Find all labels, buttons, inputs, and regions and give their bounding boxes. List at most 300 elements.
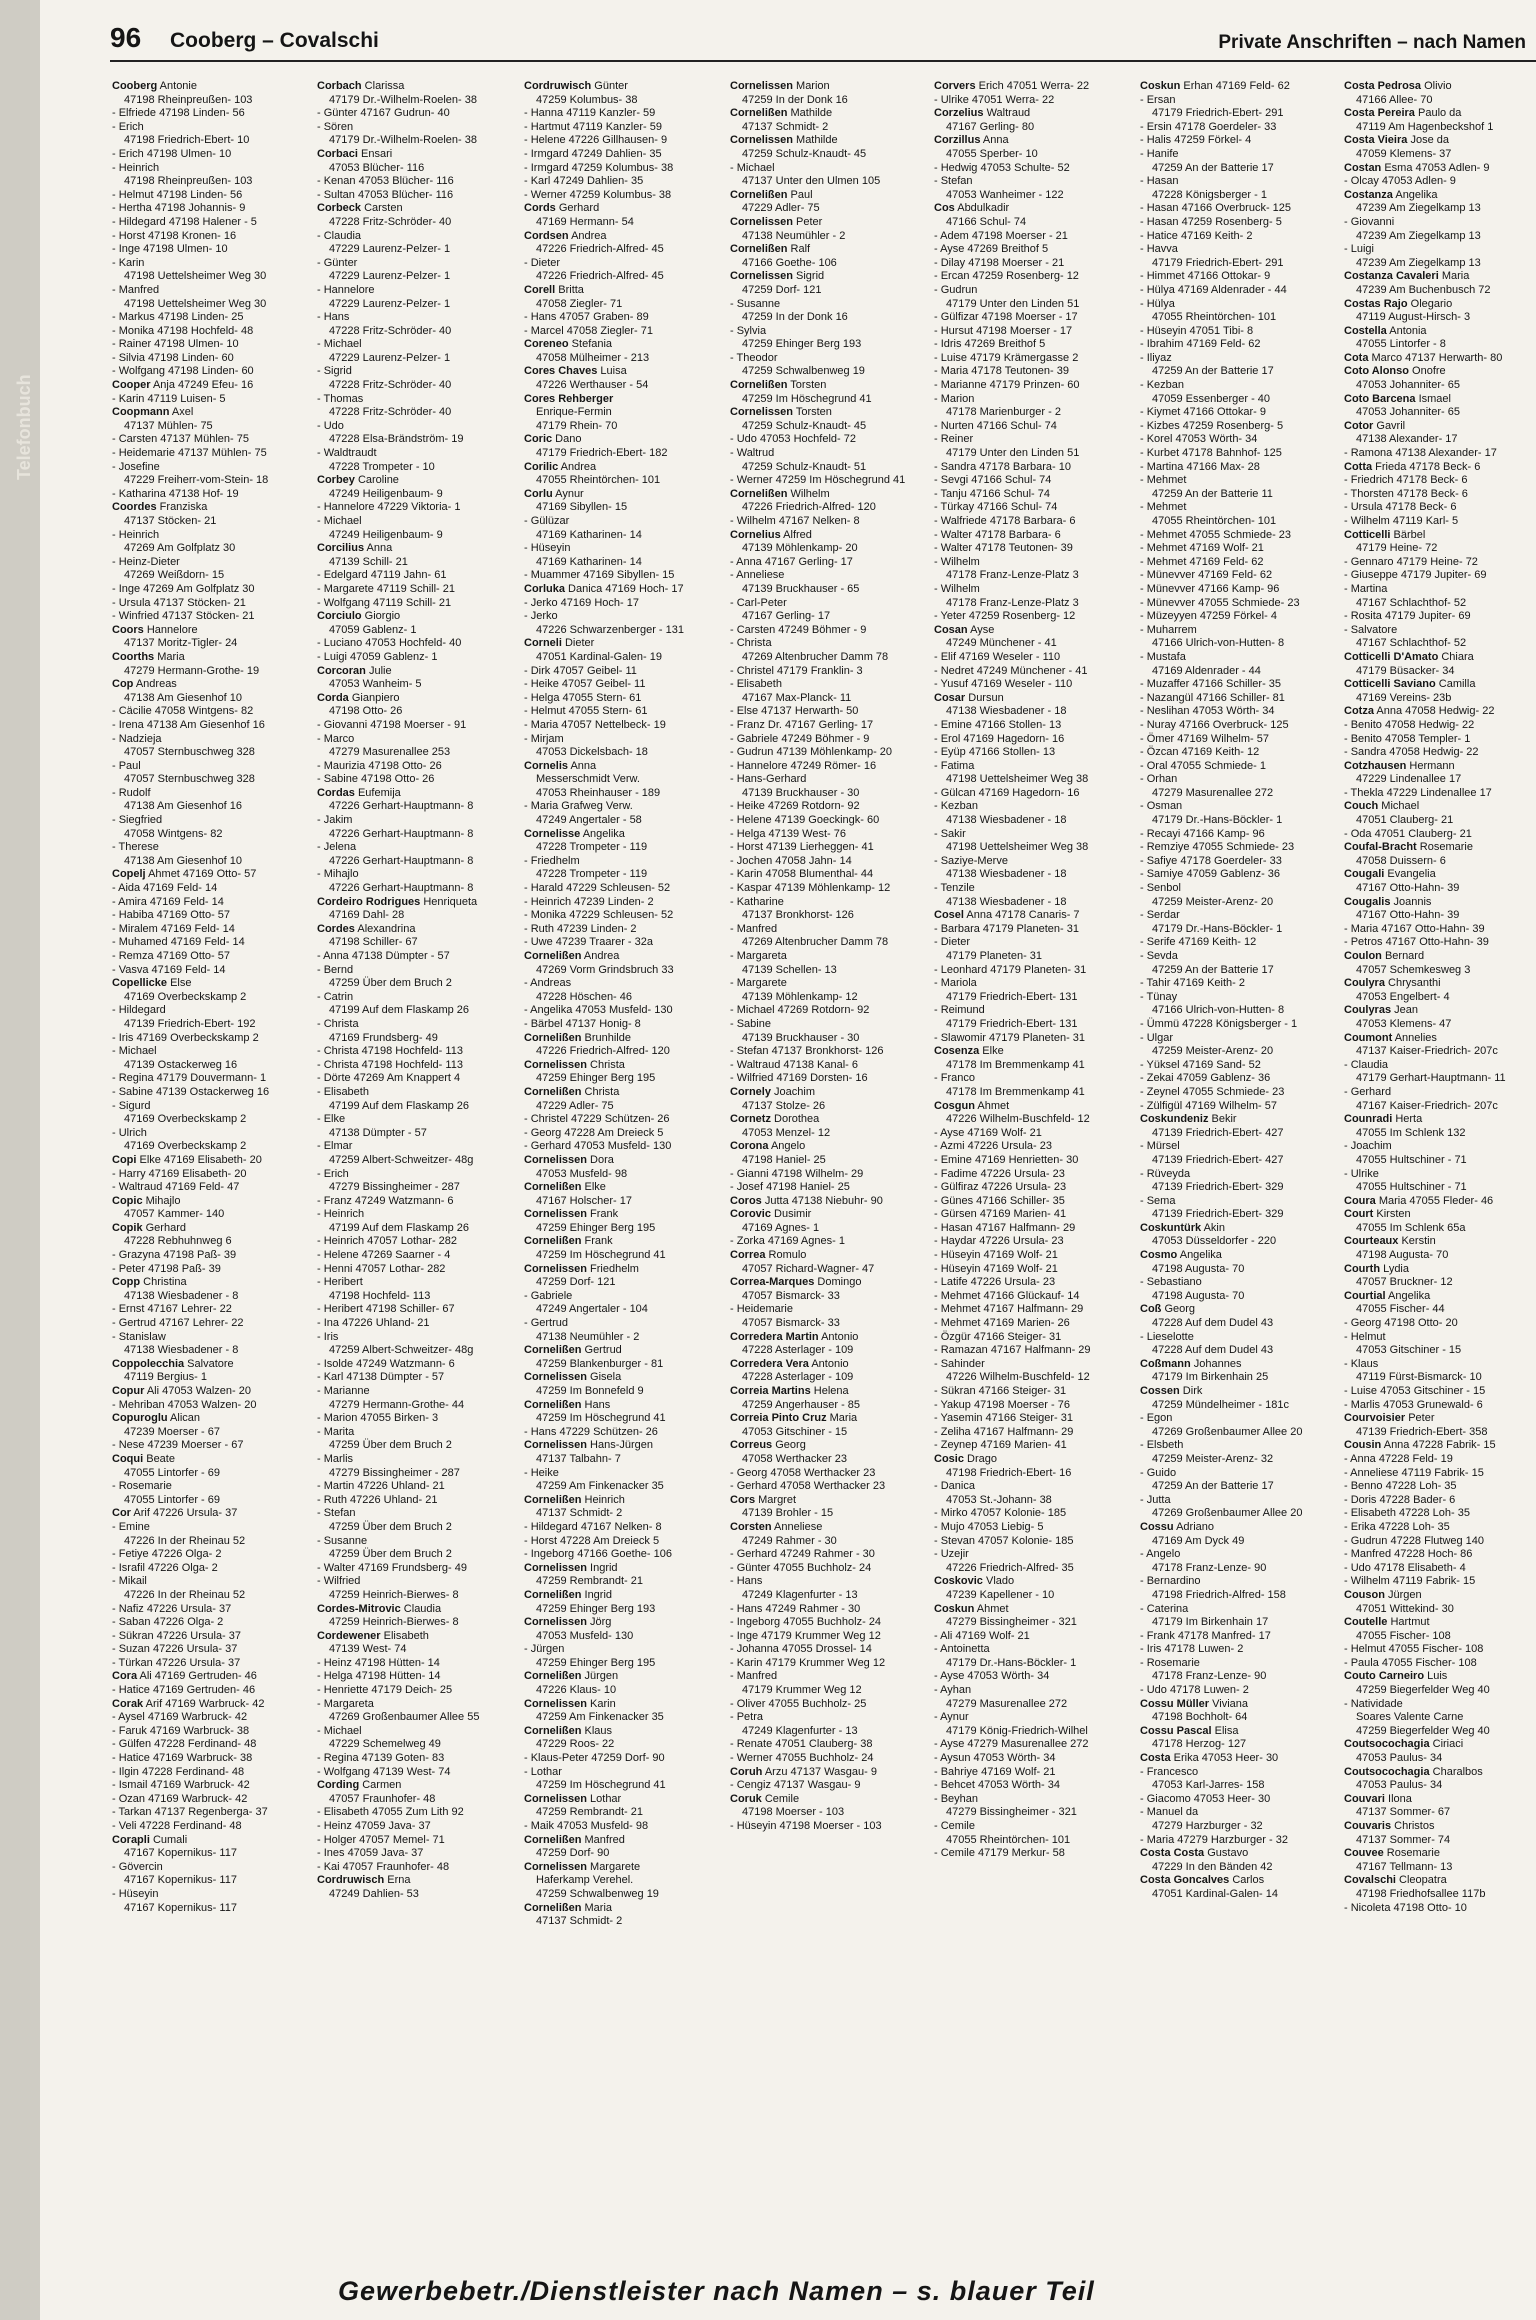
entry-text: - Barbara 47179 Planeten- 31 — [934, 922, 1079, 935]
directory-entry — [934, 936, 1127, 950]
entry-text: Ingrid — [581, 1588, 613, 1601]
entry-text: 47279 Bissingheimer - 321 — [946, 1616, 1077, 1629]
entry-text: Maria — [1438, 270, 1470, 283]
entry-text: - Safiye 47178 Goerdeler- 33 — [1140, 854, 1282, 867]
directory-entry — [317, 94, 510, 108]
directory-entry — [112, 950, 305, 964]
surname: Corcilius — [317, 542, 365, 555]
directory-entry — [317, 1711, 510, 1725]
entry-text: - Elsbeth — [1140, 1439, 1184, 1452]
entry-text: 47228 Elsa-Brändström- 19 — [329, 433, 464, 446]
directory-entry — [1140, 393, 1333, 407]
directory-entry — [317, 1847, 510, 1861]
directory-entry — [934, 1181, 1127, 1195]
entry-text: - Elke — [317, 1113, 346, 1126]
directory-entry — [1344, 311, 1530, 325]
directory-entry — [112, 760, 305, 774]
entry-text: 47259 Schulz-Knaudt- 45 — [742, 147, 867, 160]
directory-entry — [524, 1861, 717, 1875]
directory-entry — [730, 950, 923, 964]
entry-text: - Rosemarie — [112, 1480, 172, 1493]
entry-text: 47226 Friedrich-Alfred- 120 — [536, 1045, 670, 1058]
entry-text: 47259 Biegerfelder Weg 40 — [1356, 1684, 1490, 1697]
entry-text: - Michael 47269 Rotdorn- 92 — [730, 1004, 870, 1017]
entry-text: 47269 Großenbaumer Allee 55 — [329, 1711, 480, 1724]
entry-text: 47198 Friedrich-Alfred- 158 — [1152, 1588, 1286, 1601]
directory-entry — [1344, 1004, 1530, 1018]
entry-text: 47259 Schwalbenweg 19 — [742, 365, 865, 378]
entry-text: 47269 Großenbaumer Allee 20 — [1152, 1507, 1303, 1520]
entry-text: - Martina 47166 Max- 28 — [1140, 460, 1260, 473]
entry-text: 47058 Wintgens- 82 — [124, 827, 223, 840]
entry-text: - Christa — [730, 637, 772, 650]
entry-text: Luisa — [597, 365, 627, 378]
entry-text: - Latife 47226 Ursula- 23 — [934, 1276, 1056, 1289]
directory-entry — [1344, 841, 1530, 855]
entry-text: - Waltraud 47169 Feld- 47 — [112, 1181, 240, 1194]
entry-text: 47055 Hultschiner - 71 — [1356, 1153, 1467, 1166]
directory-entry — [112, 1548, 305, 1562]
directory-entry — [934, 950, 1127, 964]
directory-entry — [934, 1344, 1127, 1358]
entry-text: Drago — [963, 1452, 997, 1465]
entry-text: - Luise 47179 Krämergasse 2 — [934, 351, 1079, 364]
directory-entry — [317, 1004, 510, 1018]
directory-entry — [934, 1331, 1127, 1345]
surname: Coskun — [934, 1602, 975, 1615]
entry-text: - Maurizia 47198 Otto- 26 — [317, 759, 442, 772]
directory-entry — [317, 1412, 510, 1426]
entry-text: - Fetiye 47226 Olga- 2 — [112, 1548, 222, 1561]
entry-text: Annelies — [1392, 1031, 1437, 1044]
entry-text: - Sigrid — [317, 365, 352, 378]
entry-text: 47055 Fischer- 108 — [1356, 1629, 1451, 1642]
directory-entry — [317, 216, 510, 230]
entry-text: - Hüseyin 47169 Wolf- 21 — [934, 1262, 1058, 1275]
directory-entry — [730, 1589, 923, 1603]
entry-text: 47226 Friedrich-Alfred- 35 — [946, 1561, 1074, 1574]
entry-text: - Werner 47259 Kolumbus- 38 — [524, 188, 672, 201]
entry-text: - Michael — [317, 1724, 362, 1737]
entry-text: Carlos — [1229, 1874, 1265, 1887]
directory-entry — [730, 461, 923, 475]
entry-text: 47053 Johanniter- 65 — [1356, 406, 1460, 419]
directory-entry — [317, 461, 510, 475]
directory-entry — [112, 1779, 305, 1793]
entry-text: - Rainer 47198 Ulmen- 10 — [112, 338, 239, 351]
directory-entry — [317, 1521, 510, 1535]
entry-text: 47179 Friedrich-Ebert- 182 — [536, 447, 668, 460]
entry-text: 47198 Augusta- 70 — [1152, 1262, 1245, 1275]
directory-entry — [934, 1426, 1127, 1440]
directory-entry — [934, 1616, 1127, 1630]
directory-entry — [112, 1874, 305, 1888]
directory-entry — [524, 298, 717, 312]
directory-entry — [317, 1657, 510, 1671]
directory-entry — [524, 678, 717, 692]
directory-entry — [317, 311, 510, 325]
entry-text: - Erich 47198 Ulmen- 10 — [112, 147, 232, 160]
entry-text: 47058 Duissern- 6 — [1356, 854, 1446, 867]
directory-entry — [730, 298, 923, 312]
directory-entry — [1344, 991, 1530, 1005]
entry-text: 47139 Brohler - 15 — [742, 1507, 834, 1520]
directory-entry — [112, 542, 305, 556]
directory-entry — [730, 325, 923, 339]
surname: Coors — [112, 623, 144, 636]
directory-entry — [934, 1059, 1127, 1073]
entry-text: - Aysel 47169 Warbruck- 42 — [112, 1711, 248, 1724]
directory-entry — [524, 433, 717, 447]
directory-entry — [1140, 1874, 1333, 1888]
entry-text: - Serife 47169 Keith- 12 — [1140, 936, 1257, 949]
directory-entry — [524, 1915, 717, 1929]
entry-text: 47138 Wiesbadener - 18 — [946, 868, 1067, 881]
surname: Cos — [934, 202, 955, 215]
directory-entry — [317, 705, 510, 719]
entry-text: Mathilde — [792, 134, 838, 147]
entry-text: 47228 Fritz-Schröder- 40 — [329, 406, 452, 419]
entry-text: 47228 Fritz-Schröder- 40 — [329, 379, 452, 392]
entry-text: Christa — [581, 1085, 620, 1098]
directory-entry — [112, 501, 305, 515]
surname: Cop — [112, 678, 134, 691]
entry-text: 47179 Friedrich-Ebert- 291 — [1152, 256, 1284, 269]
entry-text: - Frank 47178 Manfred- 17 — [1140, 1629, 1271, 1642]
directory-entry — [1344, 868, 1530, 882]
entry-text: 47178 Franz-Lenze- 90 — [1152, 1561, 1267, 1574]
entry-text: - Danica — [934, 1480, 975, 1493]
directory-entry — [524, 1399, 717, 1413]
entry-text: Wilhelm — [787, 487, 830, 500]
entry-text: Carmen — [359, 1779, 402, 1792]
directory-entry — [934, 705, 1127, 719]
directory-entry — [317, 1589, 510, 1603]
entry-text: Hans-Jürgen — [586, 1439, 654, 1452]
directory-entry — [524, 393, 717, 407]
entry-text: - Iris 47178 Luwen- 2 — [1140, 1643, 1244, 1656]
directory-entry — [524, 1684, 717, 1698]
entry-text: - Günes 47166 Schiller- 35 — [934, 1194, 1065, 1207]
directory-entry — [1344, 1331, 1530, 1345]
directory-entry — [730, 556, 923, 570]
directory-entry — [730, 202, 923, 216]
directory-entry — [524, 1698, 717, 1712]
entry-text: 47226 Gerhart-Hauptmann- 8 — [329, 854, 474, 867]
directory-entry — [1344, 406, 1530, 420]
directory-entry — [1344, 1317, 1530, 1331]
directory-entry — [934, 1507, 1127, 1521]
directory-entry — [524, 1113, 717, 1127]
entry-text: - Aida 47169 Feld- 14 — [112, 882, 218, 895]
directory-entry — [730, 773, 923, 787]
surname: Cornelissen — [730, 215, 793, 228]
surname: Coumont — [1344, 1031, 1393, 1044]
entry-text: Hans — [581, 1398, 611, 1411]
directory-entry — [112, 909, 305, 923]
directory-entry — [934, 529, 1127, 543]
directory-entry — [112, 1168, 305, 1182]
entry-text: - Helga 47139 West- 76 — [730, 827, 846, 840]
directory-entry — [1140, 1507, 1333, 1521]
directory-entry — [317, 1290, 510, 1304]
directory-entry — [730, 1521, 923, 1535]
directory-entry — [317, 841, 510, 855]
directory-entry — [934, 1589, 1127, 1603]
entry-text: 47198 Augusta- 70 — [1356, 1249, 1449, 1262]
directory-entry — [524, 1059, 717, 1073]
entry-text: 47269 Am Golfplatz 30 — [124, 542, 236, 555]
directory-entry — [730, 162, 923, 176]
entry-text: - Azmi 47226 Ursula- 23 — [934, 1140, 1052, 1153]
entry-text: - Hildegard 47167 Nelken- 8 — [524, 1520, 662, 1533]
entry-text: 47259 Ehinger Berg 193 — [742, 338, 862, 351]
entry-text: 47259 Im Höschegrund 41 — [536, 1779, 666, 1792]
directory-entry — [524, 1766, 717, 1780]
entry-text: Carsten — [361, 202, 403, 215]
entry-text: 47169 Katharinen- 14 — [536, 555, 642, 568]
entry-text: Ilona — [1384, 1792, 1412, 1805]
directory-entry — [934, 1235, 1127, 1249]
entry-text: 47139 Bruckhauser - 65 — [742, 582, 860, 595]
directory-entry — [524, 1249, 717, 1263]
directory-entry — [1344, 365, 1530, 379]
directory-entry — [730, 1140, 923, 1154]
directory-entry — [1344, 1630, 1530, 1644]
entry-text: - Stevan 47057 Kolonie- 185 — [934, 1534, 1074, 1547]
entry-text: 47138 Wiesbadener - 8 — [124, 1344, 239, 1357]
entry-text: 47229 Schemelweg 49 — [329, 1738, 441, 1751]
directory-entry — [317, 1630, 510, 1644]
directory-entry — [1140, 134, 1333, 148]
entry-text: - Münevver 47169 Feld- 62 — [1140, 569, 1273, 582]
entry-text: - Kezban — [934, 800, 979, 813]
directory-entry — [112, 488, 305, 502]
entry-text: - Ramazan 47167 Halfmann- 29 — [934, 1344, 1091, 1357]
entry-text: - Zülfigül 47169 Wilhelm- 57 — [1140, 1099, 1277, 1112]
entry-text: 47137 Talbahn- 7 — [536, 1452, 621, 1465]
directory-entry — [112, 298, 305, 312]
directory-entry — [112, 855, 305, 869]
entry-text: - Reimund — [934, 1004, 985, 1017]
directory-entry — [112, 1399, 305, 1413]
directory-entry — [1140, 909, 1333, 923]
directory-entry — [524, 1371, 717, 1385]
directory-entry — [730, 1004, 923, 1018]
entry-text: - Heinz-Dieter — [112, 555, 180, 568]
entry-text: - Christa 47198 Hochfeld- 113 — [317, 1045, 463, 1058]
directory-entry — [1140, 800, 1333, 814]
entry-text: Ayse — [967, 623, 995, 636]
directory-entry — [1344, 1820, 1530, 1834]
entry-text: Angelo — [768, 1140, 806, 1153]
directory-entry — [1140, 257, 1333, 271]
directory-entry — [730, 1045, 923, 1059]
entry-text: - Karin — [112, 256, 145, 269]
entry-text: 47179 Dr.-Wilhelm-Roelen- 38 — [329, 93, 477, 106]
directory-entry — [317, 1480, 510, 1494]
directory-entry — [1140, 542, 1333, 556]
entry-text: 47259 Schulz-Knaudt- 45 — [742, 419, 867, 432]
entry-text: 47119 Am Hagenbeckshof 1 — [1356, 120, 1494, 133]
directory-entry — [1344, 148, 1530, 162]
entry-text: - Stanislaw — [112, 1330, 166, 1343]
surname: Costanza Cavaleri — [1344, 270, 1439, 283]
directory-entry — [934, 909, 1127, 923]
entry-text: Erna — [384, 1874, 411, 1887]
directory-entry — [730, 1766, 923, 1780]
entry-text: 47269 Altenbrucher Damm 78 — [742, 936, 889, 949]
entry-text: Dursun — [965, 691, 1004, 704]
entry-text: Elke 47169 Elisabeth- 20 — [136, 1153, 262, 1166]
directory-entry — [730, 1616, 923, 1630]
directory-entry — [1140, 1385, 1333, 1399]
directory-entry — [524, 515, 717, 529]
directory-entry — [1344, 1752, 1530, 1766]
entry-text: - Else 47137 Herwarth- 50 — [730, 705, 859, 718]
entry-text: - Gürsen 47169 Marien- 41 — [934, 1208, 1067, 1221]
directory-entry — [317, 678, 510, 692]
directory-entry — [730, 814, 923, 828]
entry-text: - Günter 47167 Gudrun- 40 — [317, 107, 450, 120]
entry-text: - Joachim — [1344, 1140, 1392, 1153]
entry-text: - Mariola — [934, 977, 977, 990]
directory-entry — [730, 406, 923, 420]
directory-entry — [1140, 1616, 1333, 1630]
directory-entry — [934, 1208, 1127, 1222]
surname: Coopmann — [112, 406, 170, 419]
directory-entry — [934, 828, 1127, 842]
entry-text: - Markus 47198 Linden- 25 — [112, 311, 244, 324]
entry-text: 47057 Kammer- 140 — [124, 1208, 225, 1221]
directory-entry — [1344, 1575, 1530, 1589]
surname: Cornelißen — [524, 1670, 582, 1683]
directory-entry — [1344, 1249, 1530, 1263]
entry-text: - Mehmet — [1140, 501, 1187, 514]
surname: Costa Pedrosa — [1344, 80, 1422, 92]
entry-text: - Anna 47167 Gerling- 17 — [730, 555, 853, 568]
directory-entry — [1344, 1507, 1530, 1521]
directory-entry — [112, 1208, 305, 1222]
entry-text: - Türkan 47226 Ursula- 37 — [112, 1656, 241, 1669]
directory-entry — [317, 896, 510, 910]
entry-text: Cemile — [761, 1792, 800, 1805]
entry-text: 47059 Klemens- 37 — [1356, 147, 1452, 160]
entry-text: - Ayse 47169 Wolf- 21 — [934, 1126, 1042, 1139]
directory-entry — [1344, 977, 1530, 991]
entry-text: - Manfred — [730, 922, 778, 935]
directory-entry — [1140, 1439, 1333, 1453]
surname: Cordas — [317, 786, 355, 799]
directory-entry — [524, 1154, 717, 1168]
entry-text: - Christa 47198 Hochfeld- 113 — [317, 1058, 463, 1071]
entry-text: - Mehmet 47055 Schmiede- 23 — [1140, 528, 1292, 541]
entry-text: - Ayse 47279 Masurenallee 272 — [934, 1738, 1089, 1751]
directory-entry — [730, 1086, 923, 1100]
directory-entry — [934, 1371, 1127, 1385]
entry-text: - Maria 47167 Otto-Hahn- 39 — [1344, 922, 1485, 935]
entry-text: 47198 Schiller- 67 — [329, 936, 418, 949]
entry-text: - Hüseyin 47169 Wolf- 21 — [934, 1249, 1058, 1262]
entry-text: - Margarete — [730, 977, 787, 990]
directory-entry — [934, 1317, 1127, 1331]
surname: Court — [1344, 1208, 1374, 1221]
surname: Corluka — [524, 582, 565, 595]
entry-text: - Maria 47178 Teutonen- 39 — [934, 365, 1069, 378]
entry-text: 47138 Neumühler - 2 — [742, 229, 846, 242]
directory-entry — [1344, 828, 1530, 842]
directory-entry — [524, 841, 717, 855]
entry-text: 47051 Kardinal-Galen- 19 — [536, 650, 662, 663]
surname: Coßmann — [1140, 1357, 1191, 1370]
directory-entry — [730, 270, 923, 284]
entry-text: Ismael — [1415, 392, 1451, 405]
directory-entry — [1344, 1725, 1530, 1739]
entry-text: 47139 Friedrich-Ebert- 192 — [124, 1017, 256, 1030]
entry-text: 47057 Fraunhofer- 48 — [329, 1792, 436, 1805]
surname: Copelj — [112, 868, 146, 881]
entry-text: 47179 Friedrich-Ebert- 131 — [946, 1017, 1078, 1030]
surname: Cornelissen — [524, 1860, 587, 1873]
directory-entry — [934, 1453, 1127, 1467]
entry-text: - Tünay — [1140, 990, 1178, 1003]
entry-text: - Horst 47198 Kronen- 16 — [112, 229, 237, 242]
surname: Cordes — [317, 922, 355, 935]
entry-text: - Claudia — [317, 229, 362, 242]
directory-entry — [934, 298, 1127, 312]
entry-text: - Wilhelm 47119 Fabrik- 15 — [1344, 1575, 1476, 1588]
entry-text: Arif 47169 Warbruck- 42 — [143, 1697, 265, 1710]
entry-text: 47055 Lintorfer - 8 — [1356, 338, 1446, 351]
entry-text: - Cäcilie 47058 Wintgens- 82 — [112, 705, 254, 718]
directory-entry — [730, 569, 923, 583]
surname: Cotor — [1344, 419, 1374, 432]
entry-text: - Catrin — [317, 990, 354, 1003]
entry-text: 47169 Agnes- 1 — [742, 1221, 820, 1234]
directory-entry — [112, 678, 305, 692]
surname: Corzillus — [934, 134, 981, 147]
directory-entry — [317, 1399, 510, 1413]
page-header — [0, 0, 1536, 60]
entry-text: 47198 Friedhofsallee 117b — [1356, 1887, 1486, 1900]
entry-text: 47051 Clauberg- 21 — [1356, 814, 1454, 827]
entry-text: Erika 47053 Heer- 30 — [1170, 1752, 1279, 1765]
surname: Cor — [112, 1507, 131, 1520]
directory-entry — [934, 1684, 1127, 1698]
entry-text: - Gertrud 47167 Lehrer- 22 — [112, 1317, 244, 1330]
entry-text: - Münevver 47166 Kamp- 96 — [1140, 582, 1280, 595]
entry-text: 47057 Bruckner- 12 — [1356, 1276, 1453, 1289]
directory-entry — [524, 1752, 717, 1766]
page-footer: Gewerbebetr./Dienstleister nach Namen – s. blauer Teil — [338, 2276, 1095, 2306]
entry-text: Antonio — [818, 1330, 859, 1343]
entry-text: - Sükran 47226 Ursula- 37 — [112, 1629, 242, 1642]
entry-text: Danica 47169 Hoch- 17 — [564, 582, 684, 595]
surname: Costa Pereira — [1344, 107, 1415, 120]
directory-entry — [524, 1603, 717, 1617]
entry-text: 47057 Schemkesweg 3 — [1356, 963, 1471, 976]
directory-entry — [934, 1793, 1127, 1807]
directory-entry — [524, 828, 717, 842]
entry-text: - Margareta — [730, 950, 787, 962]
directory-entry — [730, 583, 923, 597]
entry-text: 47279 Masurenallee 253 — [329, 746, 451, 759]
directory-entry — [317, 800, 510, 814]
entry-text: 47259 Rembrandt- 21 — [536, 1806, 644, 1819]
entry-text: Anna — [364, 542, 393, 555]
directory-entry — [317, 365, 510, 379]
entry-text: - Waltraud 47138 Kanal- 6 — [730, 1058, 858, 1071]
